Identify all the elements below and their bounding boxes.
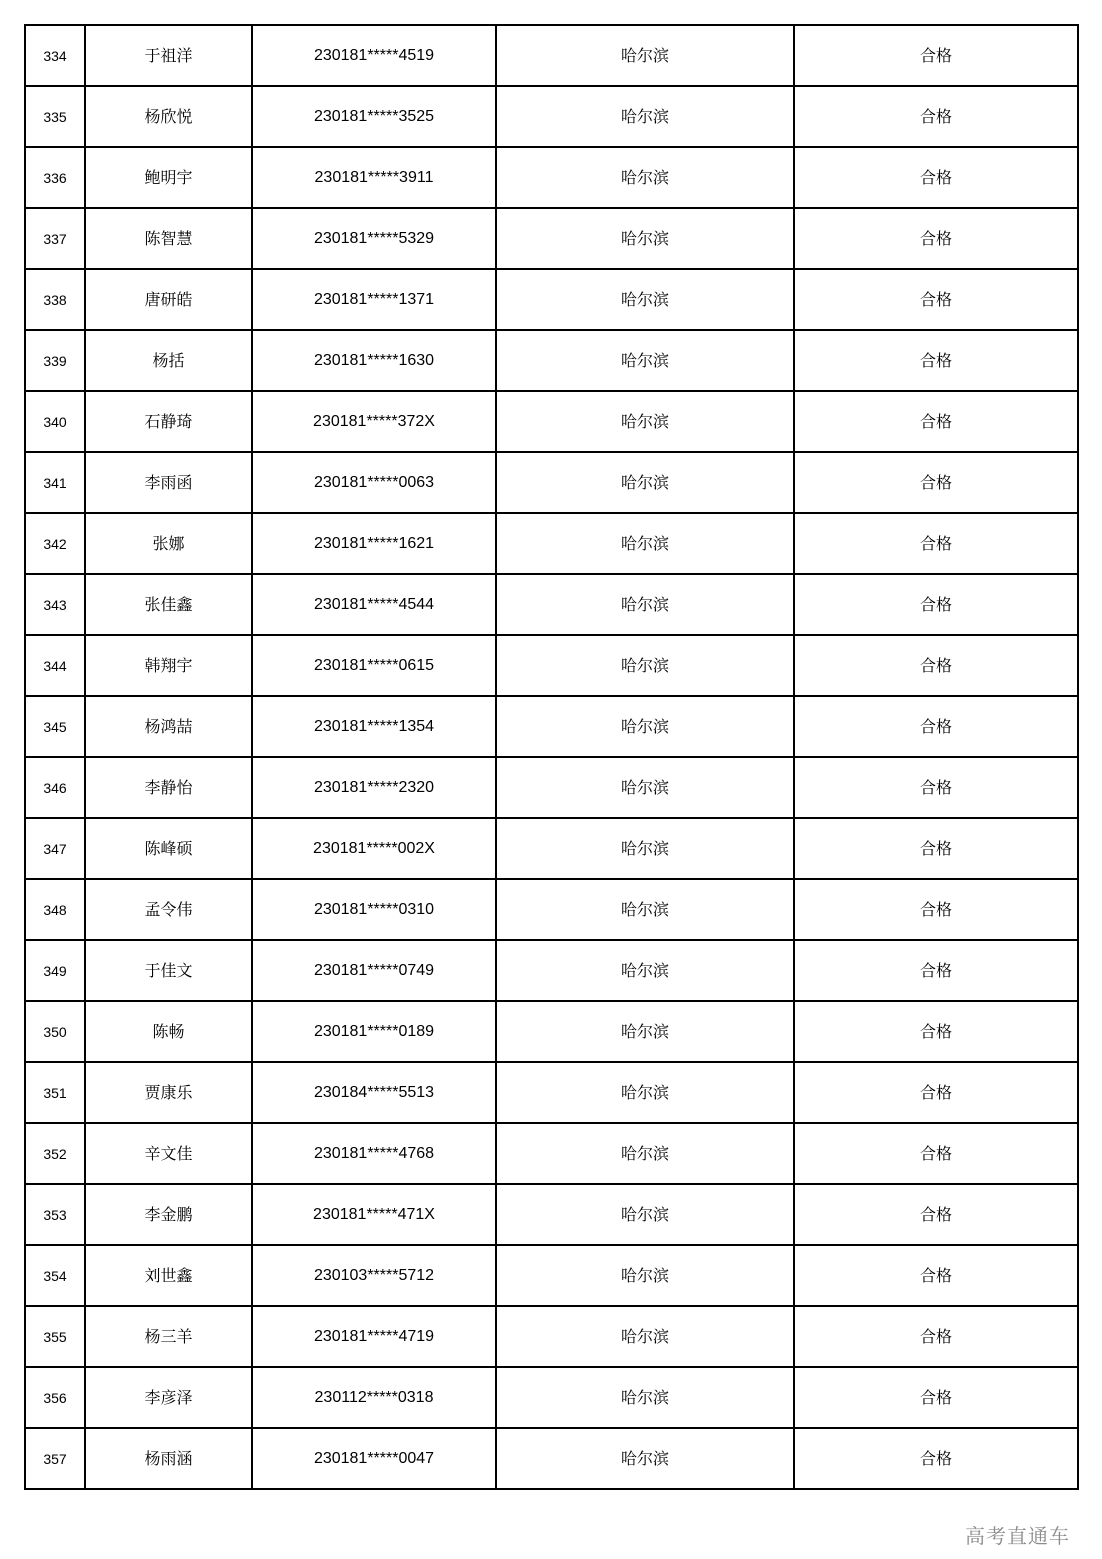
id-number-cell: 230181*****1621: [252, 513, 496, 574]
region-cell: 哈尔滨: [496, 757, 794, 818]
table-row: [25, 818, 1078, 879]
result-cell: 合格: [794, 1306, 1078, 1367]
table-row: [25, 1001, 1078, 1062]
id-number-cell: 230103*****5712: [252, 1245, 496, 1306]
id-number-cell: 230181*****5329: [252, 208, 496, 269]
region-cell: 哈尔滨: [496, 574, 794, 635]
table-row: [25, 1428, 1078, 1489]
result-cell: 合格: [794, 513, 1078, 574]
id-number-cell: 230181*****4544: [252, 574, 496, 635]
candidate-name-cell: 杨雨涵: [85, 1428, 252, 1489]
row-number-cell: 340: [25, 391, 85, 452]
result-cell: 合格: [794, 1245, 1078, 1306]
table-row: [25, 452, 1078, 513]
candidate-name-cell: 陈畅: [85, 1001, 252, 1062]
id-number-cell: 230181*****0615: [252, 635, 496, 696]
table-row: [25, 86, 1078, 147]
result-cell: 合格: [794, 391, 1078, 452]
table-row: [25, 147, 1078, 208]
id-number-cell: 230181*****3525: [252, 86, 496, 147]
watermark: 高考直通车: [961, 1518, 1074, 1551]
result-cell: 合格: [794, 574, 1078, 635]
region-cell: 哈尔滨: [496, 1245, 794, 1306]
table-row: [25, 330, 1078, 391]
id-number-cell: 230181*****0749: [252, 940, 496, 1001]
table-row: [25, 391, 1078, 452]
id-number-cell: 230181*****3911: [252, 147, 496, 208]
row-number-cell: 356: [25, 1367, 85, 1428]
region-cell: 哈尔滨: [496, 1306, 794, 1367]
candidate-name-cell: 张佳鑫: [85, 574, 252, 635]
region-cell: 哈尔滨: [496, 86, 794, 147]
candidate-name-cell: 李静怡: [85, 757, 252, 818]
region-cell: 哈尔滨: [496, 1428, 794, 1489]
region-cell: 哈尔滨: [496, 879, 794, 940]
candidate-name-cell: 李彦泽: [85, 1367, 252, 1428]
id-number-cell: 230181*****0189: [252, 1001, 496, 1062]
result-cell: 合格: [794, 940, 1078, 1001]
result-cell: 合格: [794, 757, 1078, 818]
candidate-name-cell: 于祖洋: [85, 25, 252, 86]
table-row: [25, 1123, 1078, 1184]
region-cell: 哈尔滨: [496, 208, 794, 269]
candidate-name-cell: 石静琦: [85, 391, 252, 452]
id-number-cell: 230181*****1630: [252, 330, 496, 391]
result-cell: 合格: [794, 330, 1078, 391]
candidate-name-cell: 鲍明宇: [85, 147, 252, 208]
table-row: [25, 940, 1078, 1001]
id-number-cell: 230181*****4519: [252, 25, 496, 86]
id-number-cell: 230181*****0063: [252, 452, 496, 513]
candidate-name-cell: 陈智慧: [85, 208, 252, 269]
region-cell: 哈尔滨: [496, 1001, 794, 1062]
row-number-cell: 350: [25, 1001, 85, 1062]
row-number-cell: 345: [25, 696, 85, 757]
candidate-name-cell: 贾康乐: [85, 1062, 252, 1123]
row-number-cell: 346: [25, 757, 85, 818]
result-cell: 合格: [794, 818, 1078, 879]
row-number-cell: 352: [25, 1123, 85, 1184]
table-row: [25, 757, 1078, 818]
result-cell: 合格: [794, 696, 1078, 757]
candidate-name-cell: 辛文佳: [85, 1123, 252, 1184]
region-cell: 哈尔滨: [496, 269, 794, 330]
table-row: [25, 574, 1078, 635]
table-row: [25, 1062, 1078, 1123]
row-number-cell: 342: [25, 513, 85, 574]
region-cell: 哈尔滨: [496, 25, 794, 86]
region-cell: 哈尔滨: [496, 391, 794, 452]
region-cell: 哈尔滨: [496, 1123, 794, 1184]
table-row: [25, 696, 1078, 757]
candidate-name-cell: 张娜: [85, 513, 252, 574]
table-row: [25, 879, 1078, 940]
table-row: [25, 1367, 1078, 1428]
region-cell: 哈尔滨: [496, 147, 794, 208]
id-number-cell: 230184*****5513: [252, 1062, 496, 1123]
result-cell: 合格: [794, 1001, 1078, 1062]
result-cell: 合格: [794, 86, 1078, 147]
region-cell: 哈尔滨: [496, 452, 794, 513]
candidate-name-cell: 孟令伟: [85, 879, 252, 940]
candidate-name-cell: 李雨函: [85, 452, 252, 513]
region-cell: 哈尔滨: [496, 940, 794, 1001]
table-row: [25, 269, 1078, 330]
region-cell: 哈尔滨: [496, 696, 794, 757]
result-cell: 合格: [794, 1184, 1078, 1245]
table-row: [25, 25, 1078, 86]
id-number-cell: 230181*****1354: [252, 696, 496, 757]
id-number-cell: 230181*****471X: [252, 1184, 496, 1245]
row-number-cell: 337: [25, 208, 85, 269]
table-body: [25, 25, 1078, 1489]
row-number-cell: 354: [25, 1245, 85, 1306]
row-number-cell: 343: [25, 574, 85, 635]
table-row: [25, 1306, 1078, 1367]
result-cell: 合格: [794, 452, 1078, 513]
candidate-name-cell: 李金鹏: [85, 1184, 252, 1245]
row-number-cell: 353: [25, 1184, 85, 1245]
row-number-cell: 348: [25, 879, 85, 940]
id-number-cell: 230181*****4768: [252, 1123, 496, 1184]
result-cell: 合格: [794, 208, 1078, 269]
table-row: [25, 208, 1078, 269]
region-cell: 哈尔滨: [496, 635, 794, 696]
region-cell: 哈尔滨: [496, 1184, 794, 1245]
candidate-name-cell: 刘世鑫: [85, 1245, 252, 1306]
candidate-name-cell: 杨鸿喆: [85, 696, 252, 757]
table-row: [25, 635, 1078, 696]
result-cell: 合格: [794, 147, 1078, 208]
result-cell: 合格: [794, 1428, 1078, 1489]
region-cell: 哈尔滨: [496, 330, 794, 391]
id-number-cell: 230181*****0310: [252, 879, 496, 940]
result-cell: 合格: [794, 1123, 1078, 1184]
candidate-name-cell: 韩翔宇: [85, 635, 252, 696]
results-table: [24, 24, 1079, 1490]
row-number-cell: 349: [25, 940, 85, 1001]
region-cell: 哈尔滨: [496, 818, 794, 879]
row-number-cell: 357: [25, 1428, 85, 1489]
row-number-cell: 341: [25, 452, 85, 513]
id-number-cell: 230112*****0318: [252, 1367, 496, 1428]
candidate-name-cell: 陈峰硕: [85, 818, 252, 879]
row-number-cell: 335: [25, 86, 85, 147]
result-cell: 合格: [794, 1367, 1078, 1428]
result-cell: 合格: [794, 1062, 1078, 1123]
candidate-name-cell: 唐研皓: [85, 269, 252, 330]
result-cell: 合格: [794, 269, 1078, 330]
row-number-cell: 338: [25, 269, 85, 330]
candidate-name-cell: 杨欣悦: [85, 86, 252, 147]
row-number-cell: 339: [25, 330, 85, 391]
row-number-cell: 351: [25, 1062, 85, 1123]
row-number-cell: 334: [25, 25, 85, 86]
id-number-cell: 230181*****002X: [252, 818, 496, 879]
result-cell: 合格: [794, 25, 1078, 86]
id-number-cell: 230181*****1371: [252, 269, 496, 330]
region-cell: 哈尔滨: [496, 513, 794, 574]
row-number-cell: 347: [25, 818, 85, 879]
region-cell: 哈尔滨: [496, 1367, 794, 1428]
row-number-cell: 336: [25, 147, 85, 208]
id-number-cell: 230181*****4719: [252, 1306, 496, 1367]
candidate-name-cell: 杨括: [85, 330, 252, 391]
table-row: [25, 1184, 1078, 1245]
row-number-cell: 344: [25, 635, 85, 696]
candidate-name-cell: 于佳文: [85, 940, 252, 1001]
row-number-cell: 355: [25, 1306, 85, 1367]
candidate-name-cell: 杨三羊: [85, 1306, 252, 1367]
id-number-cell: 230181*****372X: [252, 391, 496, 452]
table-row: [25, 513, 1078, 574]
id-number-cell: 230181*****0047: [252, 1428, 496, 1489]
result-cell: 合格: [794, 635, 1078, 696]
table-row: [25, 1245, 1078, 1306]
region-cell: 哈尔滨: [496, 1062, 794, 1123]
result-cell: 合格: [794, 879, 1078, 940]
id-number-cell: 230181*****2320: [252, 757, 496, 818]
